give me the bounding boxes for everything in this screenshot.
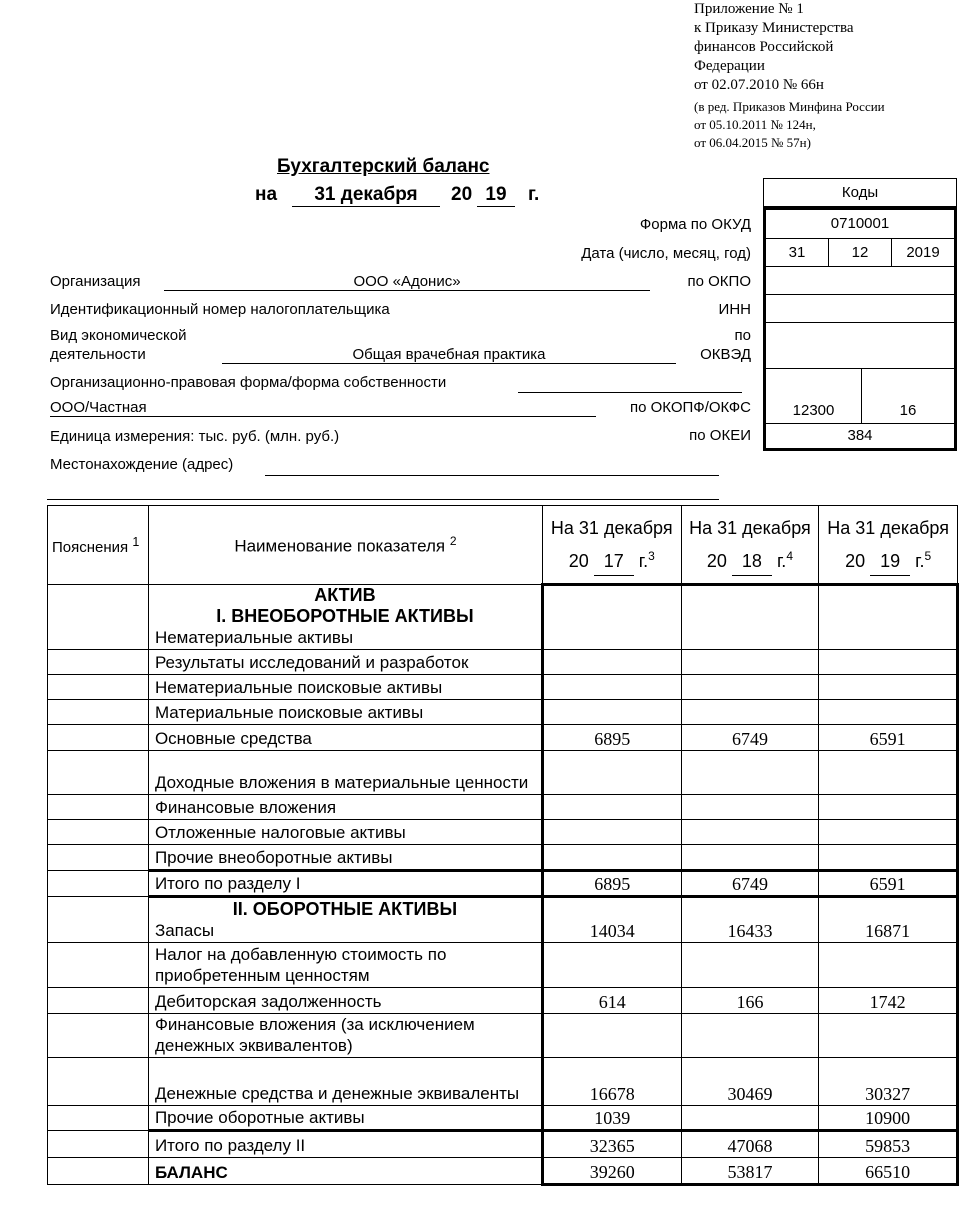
value-cell: 6895 [542,871,681,897]
indicator-name-cell [148,871,542,897]
notes-cell [48,1014,149,1058]
indicator-name-cell [148,795,542,820]
section-heading: II. ОБОРОТНЫЕ АКТИВЫ [232,899,458,919]
value-cell [819,820,958,845]
notes-cell [48,1158,149,1185]
table-row [48,1058,958,1106]
col-sup: 4 [786,548,793,563]
inn-label: Идентификационный номер налогоплательщика [50,301,390,318]
appendix-line: Федерации [694,58,765,74]
value-cell [819,943,958,988]
org-label: Организация [50,273,141,290]
value-cell [542,943,681,988]
indicator-name: Денежные средства и денежные эквиваленты [154,1084,520,1103]
value-cell [681,1014,819,1058]
indicator-name-cell [148,650,542,675]
value-cell: 6591 [819,871,958,897]
activity-label-1: Вид экономической [50,327,187,344]
notes-cell [48,820,149,845]
col-year-prefix: 20 [845,550,866,571]
address-label: Местонахождение (адрес) [50,456,234,473]
value-cell: 16871 [819,897,958,943]
col-year-value: 19 [870,547,910,576]
value-cell: 6895 [542,725,681,751]
value-cell: 59853 [819,1131,958,1158]
notes-cell [48,845,149,871]
indicator-name-cell [148,845,542,871]
value-cell: 6749 [681,871,819,897]
value-cell: 32365 [542,1131,681,1158]
indicator-name-cell [148,1014,542,1058]
col-name [148,506,542,585]
okved-value [766,323,954,369]
value-cell [681,650,819,675]
appendix-line: от 02.07.2010 № 66н [694,77,824,93]
value-cell [681,845,819,871]
report-year-g: г. [528,184,540,205]
legal-form-value: ООО/Частная [50,399,596,417]
value-cell [819,650,958,675]
table-row [48,820,958,845]
col-sup: 5 [924,548,932,563]
table-row [48,897,958,943]
table-row [48,943,958,988]
indicator-name: Итого по разделу I [154,874,301,893]
col-g: г. [776,550,787,571]
appendix-line: (в ред. Приказов Минфина России [694,99,885,114]
indicator-name-cell [148,1131,542,1158]
value-cell: 30469 [681,1058,819,1106]
org-value: ООО «Адонис» [164,273,650,291]
page-title: Бухгалтерский баланс [277,156,490,177]
okopf-value: 12300 [766,369,862,423]
col-notes-label: Пояснения [52,538,129,556]
okud-label: Форма по ОКУД [639,216,751,233]
value-cell [819,585,958,650]
okopf-label: по ОКОПФ/ОКФС [629,399,751,416]
indicator-name-cell [148,1158,542,1185]
balance-table [47,505,959,1186]
notes-cell [48,585,149,650]
indicator-name: Итого по разделу II [154,1136,306,1155]
value-cell [542,675,681,700]
table-row [48,871,958,897]
date-na: на [255,184,278,205]
indicator-name: Нематериальные активы [154,628,354,647]
col-name-label: Наименование показателя [234,536,446,556]
date-label: Дата (число, месяц, год) [581,245,751,262]
value-cell: 10900 [819,1106,958,1131]
indicator-name-cell [148,675,542,700]
okud-value: 0710001 [766,210,954,239]
unit-label: Единица измерения: тыс. руб. (млн. руб.) [50,428,340,445]
value-cell: 6591 [819,725,958,751]
indicator-name: Прочие оборотные активы [154,1108,365,1127]
value-cell [542,820,681,845]
table-header-row [48,506,958,585]
okei-value: 384 [847,427,873,444]
col-g: г. [638,550,649,571]
code-month: 12 [829,239,892,266]
notes-cell [48,1058,149,1106]
notes-cell [48,725,149,751]
value-cell: 53817 [681,1158,819,1185]
report-year: 19 [477,184,515,207]
section-heading: I. ВНЕОБОРОТНЫЕ АКТИВЫ [216,606,474,626]
table-row [48,795,958,820]
indicator-name-cell [148,700,542,725]
report-date: 31 декабря [292,184,440,207]
col-year-value: 18 [732,547,772,576]
value-cell: 47068 [681,1131,819,1158]
value-cell: 14034 [542,897,681,943]
code-day: 31 [766,239,829,266]
col-year-2 [681,506,819,585]
indicator-name-cell [148,751,542,795]
col-year-3 [819,506,958,585]
indicator-name: Финансовые вложения (за исключением денежных эквивалентов) [154,1015,475,1055]
report-year-prefix: 20 [451,184,473,205]
appendix-line: Приложение № 1 [694,1,804,17]
value-cell [681,700,819,725]
okved-label-2: ОКВЭД [700,346,751,363]
value-cell [542,845,681,871]
indicator-name-cell [148,897,542,943]
notes-cell [48,943,149,988]
notes-cell [48,1131,149,1158]
value-cell: 614 [542,988,681,1014]
value-cell [542,700,681,725]
col-year-1 [542,506,681,585]
notes-cell [48,675,149,700]
value-cell [681,585,819,650]
codes-table [763,178,957,451]
inn-value [766,295,954,323]
value-cell [542,795,681,820]
value-cell [681,795,819,820]
col-year-value: 17 [594,547,634,576]
okpo-value [766,267,954,295]
okei-label: по ОКЕИ [689,427,751,444]
value-cell [681,943,819,988]
value-cell [819,845,958,871]
value-cell [819,795,958,820]
value-cell: 1039 [542,1106,681,1131]
table-row [48,675,958,700]
notes-cell [48,700,149,725]
table-row [48,700,958,725]
table-row [48,751,958,795]
col-head: На 31 декабря [550,517,673,538]
activity-label-2: деятельности [50,346,146,363]
value-cell: 16678 [542,1058,681,1106]
table-row [48,845,958,871]
address-line-2 [47,499,719,500]
col-head: На 31 декабря [689,517,811,538]
indicator-name: Запасы [154,921,215,940]
appendix-line: от 06.04.2015 № 57н) [694,135,811,150]
indicator-name-cell [148,943,542,988]
col-head: На 31 декабря [827,517,949,538]
notes-cell [48,988,149,1014]
indicator-name: Отложенные налоговые активы [154,823,406,842]
indicator-name: Доходные вложения в материальные ценности [154,773,529,792]
appendix-line: к Приказу Министерства [694,20,854,36]
value-cell: 1742 [819,988,958,1014]
value-cell [681,1106,819,1131]
indicator-name: Результаты исследований и разработок [154,653,469,672]
indicator-name-cell [148,585,542,650]
section-heading: АКТИВ [314,585,376,605]
col-sup: 3 [648,548,655,563]
appendix-line: финансов Российской [694,39,834,55]
indicator-name-cell [148,820,542,845]
notes-cell [48,650,149,675]
table-row [48,1106,958,1131]
legal-form-label: Организационно-правовая форма/форма собственности [50,374,447,391]
indicator-name-cell [148,1106,542,1131]
value-cell: 6749 [681,725,819,751]
table-row [48,650,958,675]
notes-cell [48,897,149,943]
value-cell: 166 [681,988,819,1014]
indicator-name: Основные средства [154,729,312,748]
value-cell [542,585,681,650]
value-cell: 66510 [819,1158,958,1185]
appendix-note [694,0,964,152]
address-line [265,475,719,476]
value-cell: 16433 [681,897,819,943]
notes-cell [48,751,149,795]
value-cell: 39260 [542,1158,681,1185]
value-cell [819,700,958,725]
table-row [48,725,958,751]
indicator-name-cell [148,725,542,751]
col-year-prefix: 20 [706,550,727,571]
col-notes [48,506,149,585]
indicator-name: Финансовые вложения [154,798,337,817]
inn-code-label: ИНН [718,301,751,318]
value-cell [819,675,958,700]
indicator-name: БАЛАНС [154,1163,228,1182]
activity-value: Общая врачебная практика [222,346,676,364]
appendix-line: от 05.10.2011 № 124н, [694,117,816,132]
indicator-name: Дебиторская задолженность [154,992,382,1011]
indicator-name: Материальные поисковые активы [154,703,424,722]
indicator-name: Прочие внеоборотные активы [154,848,393,867]
value-cell [542,1014,681,1058]
value-cell: 30327 [819,1058,958,1106]
value-cell [819,751,958,795]
okfs-value: 16 [899,402,917,419]
okpo-label: по ОКПО [687,273,751,290]
codes-header: Коды [763,178,957,207]
value-cell [681,820,819,845]
value-cell [819,1014,958,1058]
table-row [48,1014,958,1058]
indicator-name-cell [148,988,542,1014]
code-year: 2019 [906,244,940,261]
okved-label-1: по [734,327,751,344]
col-year-prefix: 20 [568,550,589,571]
indicator-name-cell [148,1058,542,1106]
value-cell [681,675,819,700]
value-cell [681,751,819,795]
value-cell [542,751,681,795]
table-row [48,1131,958,1158]
indicator-name: Налог на добавленную стоимость по приобретенным ценностям [154,945,447,985]
indicator-name: Нематериальные поисковые активы [154,678,443,697]
table-row [48,1158,958,1185]
legal-form-line [518,392,742,393]
col-name-sup: 2 [449,533,457,548]
col-notes-sup: 1 [132,534,140,549]
table-row [48,585,958,650]
notes-cell [48,1106,149,1131]
notes-cell [48,871,149,897]
notes-cell [48,795,149,820]
col-g: г. [915,550,925,571]
value-cell [542,650,681,675]
table-row [48,988,958,1014]
